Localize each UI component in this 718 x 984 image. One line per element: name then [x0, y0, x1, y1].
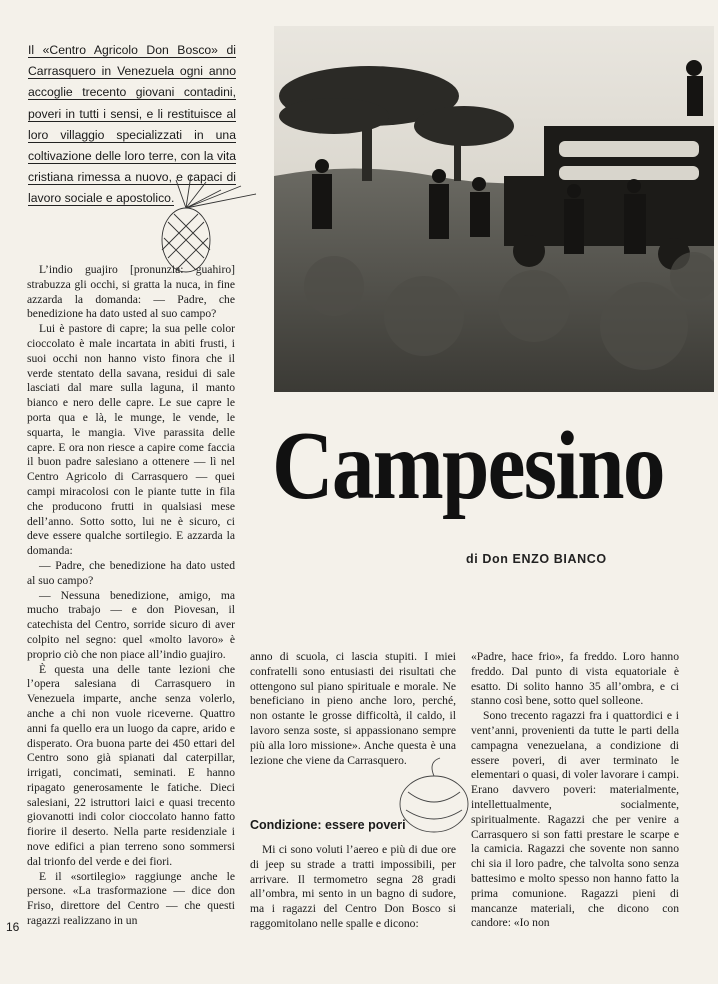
paragraph: Sono trecento ragazzi fra i quattordici e i vent’anni, provenienti da tutte le parti della campagna venezuelana, a condizione di essere poveri, di aver terminato le elementari o quasi, di voler lavorare i campi. Erano davvero poveri: materialmente, intellettualmente, socialmente, spiritualmente. Ragazzi che per venire a Carrasquero si son fatti prestare le scarpe e la camicia. Ragazzi che sovente non sanno chi sia il loro padre, che talvolta sono senza battesimo e molto spesso non hanno fatto la prima comunione. Ragazzi pieni di mancanze materiali, che dicono con candore: «Io non: [471, 709, 679, 930]
paragraph: E il «sortilegio» raggiunge anche le persone. «La trasformazione — dice don Friso, direttore del Centro — che questi ragazzi realizzano in un: [27, 869, 235, 928]
paragraph: Lui è pastore di capre; la sua pelle color cioccolato è male incartata in abiti frusti, i suoi occhi non hanno visto finora che il verde stentato della savana, residui di sale lasciati dal mare sulla laguna, il manto bianco e nero delle capre. Le sue capre le porta qua e là, le munge, le vende, le squarta, le mangia. Vive parassita delle capre. E ora non riesce a capire come faccia il buon padre salesiano a ottenere — lì nel Centro Agricolo di Carrasquero — quei campi miracolosi con le piante tutte in fila che producono frutti in qualsiasi mese dell’anno. Sotto sotto, lui ne è sicuro, ci deve essere qualche sortilegio. E azzarda la domanda:: [27, 322, 235, 558]
paragraph: — Nessuna benedizione, amigo, ma mucho trabajo — e don Piovesan, il catechista del Centro, sorride sicuro di aver colpito nel segno: quel «molto lavoro» è proprio ciò che non piace all’indio guajiro.: [27, 588, 235, 661]
paragraph: «Padre, hace frio», fa freddo. Loro hanno freddo. Dal punto di vista equatoriale è esatto. Di solito hanno 35 all’ombra, e ci stanno così bene, sotto quel solleone.: [471, 650, 679, 708]
column-3: [471, 650, 679, 931]
photo-image: [274, 26, 714, 392]
paragraph: anno di scuola, ci lascia stupiti. I miei confratelli sono entusiasti dei risultati che ottengono sul piano spirituale e morale. Ne beneficiano in pieno anche loro, perché, non ostante le grosse difficoltà, il caldo, il lavoro senza soste, si appassionano sempre più alla loro missione». Anche questa è una lezione che viene da Carrasquero.: [250, 650, 456, 767]
column-2-continued: [250, 843, 456, 932]
paragraph: Mi ci sono voluti l’aereo e più di due ore di jeep su strade a tratti impossibili, per arrivare. Il termometro segna 28 gradi all’ombra, mi sento in un bagno di sudore, ma i ragazzi del Centro Don Bosco si raggomitolano nelle spalle e dicono:: [250, 843, 456, 930]
intro-text: Il «Centro Agricolo Don Bosco» di Carrasquero in Venezuela ogni anno accoglie trecento giovani contadini, poveri in tutti i sensi, e li restituisce al loro villaggio specializzati in una coltivazione delle loro terre, con la vita cristiana rimessa a nuovo, e capaci di lavoro sociale e apostolico.: [28, 43, 236, 206]
paragraph: — Padre, che benedizione ha dato usted al suo campo?: [27, 558, 235, 587]
byline: di Don ENZO BIANCO: [466, 552, 607, 566]
column-1: [27, 263, 235, 929]
paragraph: L’indio guajiro [pronunzia: guahiro] strabuzza gli occhi, si gratta la nuca, in fine azzarda la domanda: — Padre, che benedizione ha dato usted al suo campo?: [27, 263, 235, 321]
field-workers-photo: [274, 26, 714, 392]
page-number: 16: [6, 920, 20, 934]
subheading: Condizione: essere poveri: [250, 818, 406, 832]
paragraph: È questa una delle tante lezioni che l’opera salesiana di Carrasquero in Venezuela imparte, anche senza volerlo, anche a chi non vuole riceverne. Quattro anni fa quello era un luogo da capre, arido e disperato. Ora buona parte dei 450 ettari del Centro sono già spianati dal caterpillar, irrigati, concimati, seminati. E hanno ripagato generosamente le fatiche. Dieci salesiani, 22 istruttori laici e quasi trecento giovanotti indi color cioccolato hanno fatto fiorire il deserto. Nella parte residenziale i nove edifici a pian terreno sono sommersi dal trionfo del verde e dei fiori.: [27, 662, 235, 868]
article-title: Campesino: [272, 412, 664, 520]
column-2: [250, 650, 456, 768]
